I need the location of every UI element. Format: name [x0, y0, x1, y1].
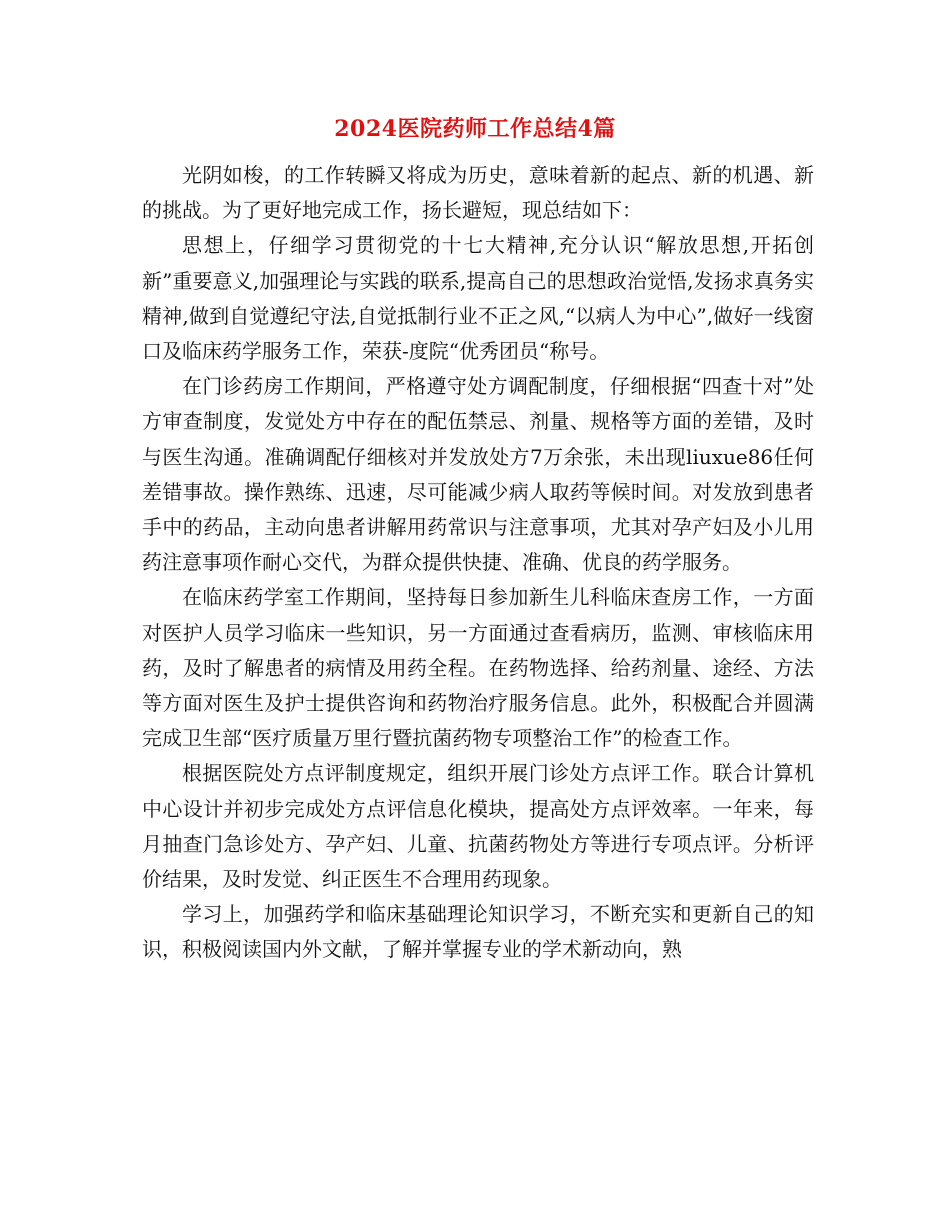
paragraph: 在门诊药房工作期间，严格遵守处方调配制度，仔细根据“四查十对”处方审查制度，发觉处方中存在的配伍禁忌、剂量、规格等方面的差错，及时与医生沟通。准确调配仔细核对并发放处方7万余张，未出现liuxue86任何差错事故。操作熟练、迅速，尽可能减少病人取药等候时间。对发放到患者手中的药品，主动向患者讲解用药常识与注意事项，尤其对孕产妇及小儿用药注意事项作耐心交代，为群众提供快捷、准确、优良的药学服务。 — [142, 374, 814, 575]
document-title: 2024医院药师工作总结4篇 — [334, 116, 616, 142]
paragraph: 思想上，仔细学习贯彻党的十七大精神,充分认识“解放思想,开拓创新”重要意义,加强理论与实践的联系,提高自己的思想政治觉悟,发扬求真务实精神,做到自觉遵纪守法,自觉抵制行业不正之风,“以病人为中心”,做好一线窗口及临床药学服务工作，荣获-度院“优秀团员“称号。 — [142, 233, 814, 364]
paragraph: 学习上，加强药学和临床基础理论知识学习，不断充实和更新自己的知识，积极阅读国内外文献，了解并掌握专业的学术新动向，熟 — [142, 902, 814, 962]
paragraph: 光阴如梭，的工作转瞬又将成为历史，意味着新的起点、新的机遇、新的挑战。为了更好地完成工作，扬长避短，现总结如下： — [142, 163, 814, 223]
document-body — [142, 158, 814, 968]
paragraph: 在临床药学室工作期间，坚持每日参加新生儿科临床查房工作，一方面对医护人员学习临床一些知识，另一方面通过查看病历，监测、审核临床用药，及时了解患者的病情及用药全程。在药物选择、给药剂量、途经、方法等方面对医生及护士提供咨询和药物治疗服务信息。此外，积极配合并圆满完成卫生部“医疗质量万里行暨抗菌药物专项整治工作”的检查工作。 — [142, 585, 814, 751]
paragraph: 根据医院处方点评制度规定，组织开展门诊处方点评工作。联合计算机中心设计并初步完成处方点评信息化模块，提高处方点评效率。一年来，每月抽查门急诊处方、孕产妇、儿童、抗菌药物处方等进行专项点评。分析评价结果，及时发觉、纠正医生不合理用药现象。 — [142, 761, 814, 892]
